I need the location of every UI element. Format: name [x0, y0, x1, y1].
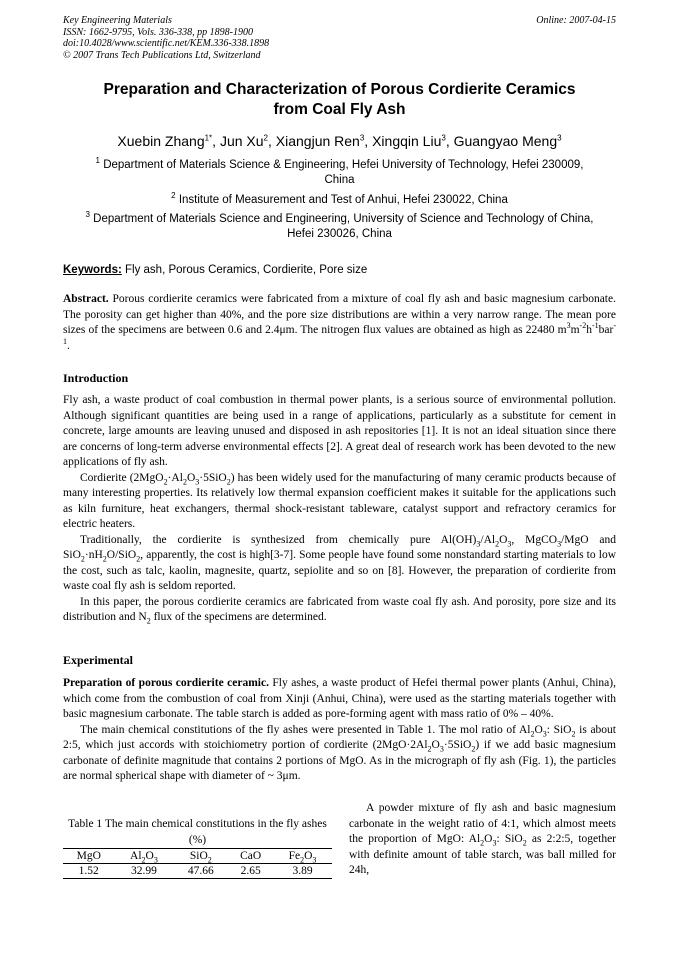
paper-title [63, 80, 616, 120]
intro-paragraph-2: Cordierite $(2MgO_2\cdot Al_2O_3\cdot 5SiO_2)$ has been widely used for the manufacturing of many ceramic products because of many interesting properties. Its relatively low thermal expansion coefficient makes it suitable for the applications such as kiln furniture, heat exchangers, thermal shock-resistant tableware, catalyst support and refractory ceramics for electric heaters. [63, 471, 616, 530]
author-list: Xuebin Zhang$^{1*}$, Jun Xu$^2$, Xiangjun Ren$^3$, Xingqin Liu$^3$, Guangyao Meng$^3$ [117, 133, 562, 149]
exp-paragraph-3: A powder mixture of fly ash and basic magnesium carbonate in the weight ratio of 4:1, which almost meets the proportion of MgO: $Al_2O_3$: SiO$_2$ as 2:2:5, together with definite amount of table starch, was ball milled for 24h, [349, 802, 617, 876]
title-line-2: from Coal Fly Ash [273, 101, 406, 118]
author-sup: 3 [557, 133, 562, 143]
online-date: Online: 2007-04-15 [536, 15, 616, 26]
abstract-text: Porous cordierite ceramics were fabricated from a mixture of coal fly ash and basic magnesium carbonate. The porosity can get higher than 40%, and the pore size distributions are within a very narrow range. The mean pore sizes of the specimens are between 0.6 and 2.4μm. The nitrogen flux values are obtained as high as 22480 m [63, 293, 616, 336]
author-name: Xuebin Zhang [117, 133, 205, 149]
intro-paragraph-4: In this paper, the porous cordierite ceramics are fabricated from waste coal fly ash. And porosity, pore size and its distribution and $N_2$ flux of the specimens are determined. [63, 595, 616, 626]
author-name: Xingqin Liu [372, 133, 442, 149]
affiliation-3 [63, 212, 616, 242]
table-header-cell: CaO [240, 850, 262, 862]
author-name: Jun Xu [219, 133, 264, 149]
affiliation-2 [63, 193, 616, 208]
author-name: Xiangjun Ren [275, 133, 360, 149]
affiliation-1 [63, 158, 616, 188]
table-1 [63, 848, 332, 879]
issn-line: ISSN: 1662-9795, Vols. 336-338, pp 1898-1900 [63, 26, 253, 38]
table-header-row [63, 849, 332, 864]
keywords: Keywords: Fly ash, Porous Ceramics, Cordierite, Pore size [63, 264, 368, 276]
affiliation-line: Institute of Measurement and Test of Anhui, Hefei 230022, China [178, 194, 508, 206]
table-cell: 47.66 [187, 865, 214, 877]
abstract: Abstract. Porous cordierite ceramics were fabricated from a mixture of coal fly ash and basic magnesium carbonate. The porosity can get higher than 40%, and the pore size distributions are within a very narrow range. The mean pore sizes of the specimens are between 0.6 and 2.4μm. The nitrogen flux values are obtained as high as 22480 $m^3m^{-2}h^{-1}bar^{-1}$. [63, 293, 616, 352]
journal-name: Key Engineering Materials [63, 15, 172, 26]
experimental-body [63, 676, 616, 785]
affiliation-sup: 3 [85, 210, 90, 220]
affiliation-line: Department of Materials Science and Engineering, University of Science and Technology of China, [93, 213, 594, 225]
author-sup: 3 [441, 133, 446, 143]
table-header-cell: SiO$_2$ [189, 850, 212, 865]
introduction-heading: Introduction [63, 371, 129, 385]
exp-subheading: Preparation of porous cordierite ceramic. [63, 677, 269, 689]
affiliation-sup: 1 [95, 156, 100, 166]
table-cell: 3.89 [292, 865, 313, 877]
intro-paragraph-3: Traditionally, the cordierite is synthesized from chemically pure $Al(OH)_3/Al_2O_3$, MgCO$_3$/MgO and $SiO_2\cdot nH_2O/SiO_2$, apparently, the cost is high[3-7]. Some people have found some nonstandard starting materials to low the cost, such as talc, kaolin, magnesite, quartz, sepiolite and so on [8]. However, the preparation of cordierite from waste coal fly ash is seldom reported. [63, 533, 617, 592]
table-header-cell: $Fe_2O_3$ [288, 850, 317, 865]
introduction-body [63, 393, 616, 626]
affiliation-sup: 2 [171, 191, 176, 201]
affiliation-line: Department of Materials Science & Engineering, Hefei University of Technology, Hefei 230009, [103, 159, 584, 171]
keywords-text: Fly ash, Porous Ceramics, Cordierite, Pore size [125, 264, 368, 276]
keywords-label: Keywords [63, 264, 118, 276]
author-sup: 1* [204, 133, 213, 143]
copyright-line: © 2007 Trans Tech Publications Ltd, Switzerland [63, 49, 261, 61]
table-1-caption: Table 1 The main chemical constitutions in the fly ashes (%) [68, 818, 327, 846]
journal-header [63, 15, 616, 61]
table-cell: 1.52 [78, 865, 99, 877]
table-header-cell: $Al_2O_3$ [130, 850, 158, 865]
table-header-cell: MgO [76, 850, 101, 862]
doi-line: doi:10.4028/www.scientific.net/KEM.336-338.1898 [63, 38, 270, 49]
affiliation-line: China [324, 174, 355, 186]
exp-paragraph-2: The main chemical constitutions of the fly ashes were presented in Table 1. The mol ratio of $Al_2O_3$: SiO$_2$ is about 2:5, which just accords with stoichiometry portion of cordierite $(2MgO\cdot 2Al_2O_3\cdot 5SiO_2)$ if we add basic magnesium carbonate of definite magnitude that contains 2 portions of MgO. As in the micrograph of fly ash (Fig. 1), the particles are normal spherical shape with diameter of ~ 3μm. [63, 723, 617, 782]
author-sup: 2 [263, 133, 268, 143]
author-sup: 3 [359, 133, 365, 143]
title-line-1: Preparation and Characterization of Porous Cordierite Ceramics [103, 81, 576, 98]
exp-paragraph-1: Preparation of porous cordierite ceramic. Fly ashes, a waste product of Hefei thermal power plants (Anhui, China), which come from the combustion of coal from Xinji (Anhui, China), were used as the starting materials together with basic magnesium carbonate. The table starch is added as pore-forming agent with mass ratio of 0% – 40%. [63, 677, 616, 720]
abstract-label: Abstract. [63, 293, 109, 305]
experimental-heading: Experimental [63, 653, 133, 667]
right-column-text [349, 801, 616, 879]
affiliation-line: Hefei 230026, China [287, 228, 392, 240]
author-name: Guangyao Meng [453, 133, 558, 149]
intro-paragraph-1: Fly ash, a waste product of coal combustion in thermal power plants, is a serious source of environmental pollution. Although significant quantities are being used in a range of applications, particularly as a substitute for cement in concrete, large amounts are leaving unused and disposed in ash repositories [1]. It is not an ideal situation since there are concerns of long-term adverse environmental effects [2]. A great deal of research work has been devoted to the new applications of fly ash. [63, 394, 616, 468]
table-cell: 32.99 [131, 865, 157, 877]
table-cell: 2.65 [240, 865, 261, 877]
table-row [63, 864, 332, 879]
